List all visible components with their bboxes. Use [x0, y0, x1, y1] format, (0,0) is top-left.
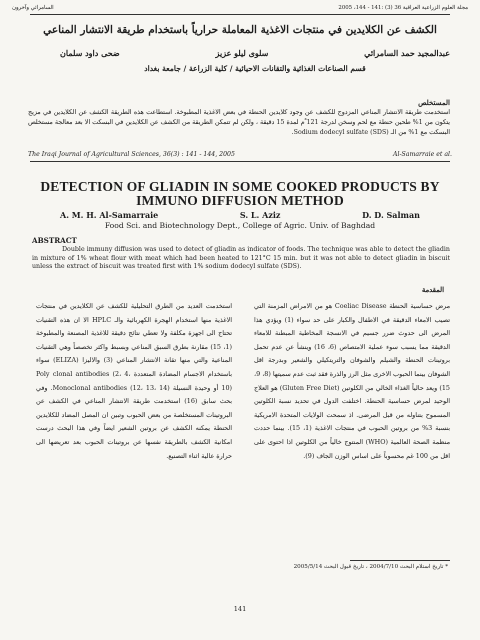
journal-line [28, 151, 452, 158]
body-column-left: استخدمت العديد من الطرق التحليلية للكشف عن الكلايدين في منتجات الاغذية منها استخدام الهجرة الكهربائية والـ HPLC الا ان هذه التقنيات تحتاج الى اجهزة مكلفة ولا تعطي نتائج دقيقة للاغذية المصنعة والمطبوخة (1، 15) مقارنة بطرق السبق المناعي وبسبط واكثر تخصصاً وهي التقنيات المناعية والتي منها تقانة الانتشار المناعي (3) والاليزا (ELIZA) سواء باستخدام الاجسام المضادة المتعددة Poly clonal antibodies (2، 4، 10) أو وحيدة النسيلة Monoclonal antibodies (12، 13، 14). وفي بحث سابق (16) استخدمت طريقة الانتشار المناعي في الكشف عن البروتينات المستخلصة من بعض الحبوب وتبين ان المصل المضاد للكلايدين الحنطة يمكنه الكشف عن بروتين الشعير ايضاً وفي هذا البحث درست امكانية الكشف بالطريقة نفسها عن بروتينات الحبوب بعد تعريضها الى حرارة عالية اثناء التصنيع. [36, 302, 233, 460]
english-abstract: Double immuny diffusion was used to detect of gliadin as indicator of foods. The technique was able to detect the gliadin in mixture of 1% wheat flour with meat which had been heated to 121°C 15 min. but it was not able to detect gliadin in biscuit unless the extract of biscuit was treated first with 1% sodium dodecyl sulfate (SDS). [32, 246, 450, 271]
page-number: 141 [233, 605, 247, 613]
english-authors [60, 210, 420, 220]
arabic-author-2: سلوى ليلو عزيز [215, 48, 269, 58]
english-title: DETECTION OF GLIADIN IN SOME COOKED PRODUCTS BY IMMUNO DIFFUSION METHOD [40, 179, 440, 208]
header-journal: مجلة العلوم الزراعية العراقية 36 (3) :141 - 144، 2005 [338, 5, 468, 11]
english-author-3: D. D. Salman [362, 210, 420, 220]
introduction-heading: المقدمة [421, 286, 444, 294]
journal-citation: The Iraqi Journal of Agricultural Sciences, 36(3) : 141 - 144, 2005 [28, 151, 235, 158]
english-author-2: S. L. Aziz [239, 210, 281, 220]
arabic-abstract: استخدمت طريقة الانتشار المناعي المزدوج للكشف عن وجود كلايدين الحنطة في بعض الاغذية المطبوخة. استطاعت هذه الطريقة الكشف عن الكلايدين في مزيج يتكون من 1% طحين حنطة مع لحم وسخن لدرجة 121 ْم لمدة 15 دقيقة ، ولكن لم تتمكن الطريقة من الكشف عن الكلايدين في البسكت الا بعد معالجة مستخلص البسكت مع 1% من الـ (SDS) Sodium dodecyl sulfate. [28, 109, 450, 136]
journal-authors: Al-Samarraie et al. [393, 151, 452, 158]
arabic-title: الكشف عن الكلايدين في منتجات الاغذية المعاملة حرارياً باستخدام طريقة الانتشار المناعي [43, 24, 437, 36]
english-affiliation: Food Sci. and Biotechnology Dept., College of Agric. Univ. of Baghdad [104, 221, 376, 230]
header-authors: السامرائي وآخرون [12, 5, 54, 11]
footnote-rule [350, 560, 450, 561]
arabic-affiliation: قسم الصناعات الغذائية والتقانات الاحيائية / كلية الزراعة / جامعة بغداد [144, 64, 366, 73]
header-rule [30, 14, 450, 15]
arabic-authors [60, 48, 450, 58]
footnote: * تاريخ استلام البحث 2004/7/10 ، تاريخ قبول البحث 2005/5/14 [293, 564, 448, 570]
arabic-abstract-heading: المستخلص [418, 98, 450, 107]
arabic-author-3: ضحى داود سلمان [60, 48, 120, 58]
body-column-right: مرض حساسية الحنطة Coeliac Disease هو من الامراض المزمنة التي تصيب الامعاء الدقيقة في الاطفال والكبار على حد سواء (1) ويؤدي هذا المرض الى حدوث ضرر جسيم في الانسجة المخاطية المبطنة للامعاء الدقيقة مما يسبب سوء عملية الامتصاص (6، 16) وينشأ عن عدم تحمل بروتينات الحنطة والشيلم والشوفان والتريتكيلي والشعير وبدرجة اقل الشوفان بينما الحبوب الاخرى مثل الرز والذرة فقد ثبت عدم سميتها (8، 9، 15) ويعد حالياً الغذاء الخالي من الكلوتين (Gluten Free Diet) هو العلاج الوحيد لمرض حساسية الحنطة. اختلفت الدول في تحديد نسبة الكلوتين المسموح بتناوله من قبل المرضى. اذ سمحت الولايات المتحدة الامريكية بنسبة 3% من بروتين الحبوب في منتجات الاغذية (1، 15). بينما حددت منظمة الصحة العالمية (WHO) المنتوج خالياً من الكلوتين اذا احتوى على اقل من 100 غم محسوباً على اساس الوزن الجاف (9). [254, 302, 450, 460]
arabic-author-1: عبدالمجيد حمد السامرائي [364, 48, 450, 58]
english-author-1: A. M. H. Al-Samarraie [60, 210, 159, 220]
running-header [12, 3, 468, 13]
journal-rule [30, 161, 450, 162]
english-abstract-heading: ABSTRACT [32, 236, 77, 245]
